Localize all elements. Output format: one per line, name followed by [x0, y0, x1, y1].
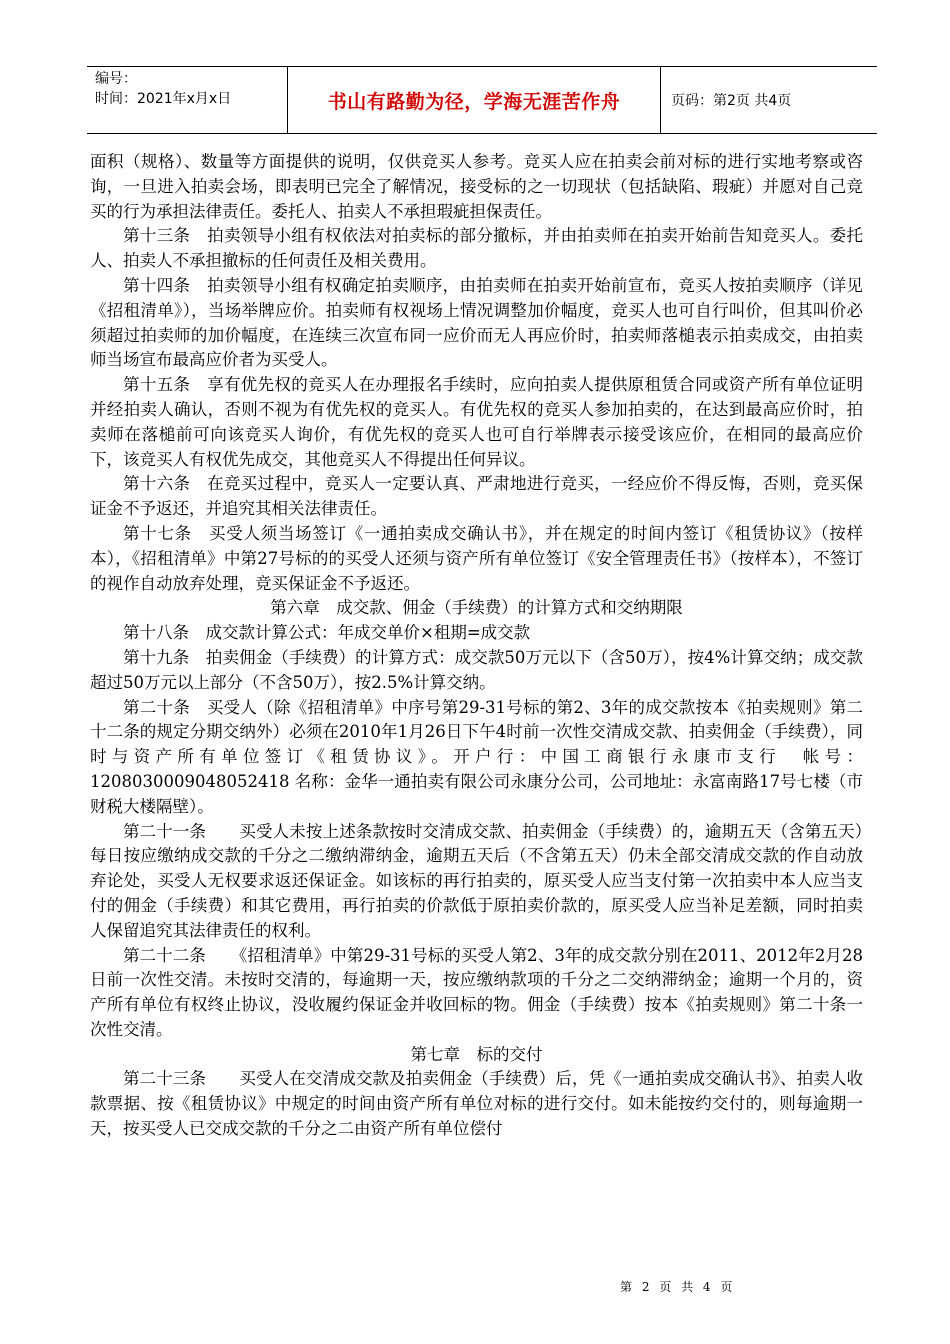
article-17: 第十七条 买受人须当场签订《一通拍卖成交确认书》，并在规定的时间内签订《租赁协议》（按样本），《招租清单》中第27号标的的买受人还须与资产所有单位签订《安全管理责任书》（按样本），不签订的视作自动放弃处理，竞买保证金不予返还。 — [90, 523, 863, 593]
article-18: 第十八条 成交款计算公式：年成交单价×租期=成交款 — [123, 623, 531, 643]
page-header — [87, 66, 877, 134]
motto-text: 书山有路勤为径，学海无涯苦作舟 — [327, 90, 621, 113]
article-23: 第二十三条 买受人在交清成交款及拍卖佣金（手续费）后，凭《一通拍卖成交确认书》、拍卖人收款票据、按《租赁协议》中规定的时间由资产所有单位对标的进行交付。如未能按约交付的，则每逾期一天，按买受人已交成交款的千分之二由资产所有单位偿付 — [90, 1069, 863, 1139]
article-22: 第二十二条 《招租清单》中第29-31号标的买受人第2、3年的成交款分别在2011、2012年2月28日前一次性交清。未按时交清的，每逾期一天，按应缴纳款项的千分之二交纳滞纳金；逾期一个月的，资产所有单位有权终止协议，没收履约保证金并收回标的物。佣金（手续费）按本《拍卖规则》第二十条一次性交清。 — [90, 945, 863, 1039]
page-footer: 第 2 页 共 4 页 — [620, 1280, 736, 1294]
number-label: 编号： — [95, 71, 137, 87]
document-body — [90, 150, 863, 1142]
chapter-7-heading: 第七章 标的交付 — [410, 1044, 543, 1064]
article-16: 第十六条 在竞买过程中，竞买人一定要认真、严肃地进行竞买，一经应价不得反悔，否则，竞买保证金不予返还，并追究其相关法律责任。 — [90, 474, 863, 519]
article-19: 第十九条 拍卖佣金（手续费）的计算方式：成交款50万元以下（含50万），按4%计算交纳；成交款超过50万元以上部分（不含50万），按2.5%计算交纳。 — [90, 647, 863, 692]
page-info: 页码：第2页 共4页 — [671, 93, 792, 109]
time-label: 时间：2021年x月x日 — [95, 91, 232, 107]
article-21: 第二十一条 买受人未按上述条款按时交清成交款、拍卖佣金（手续费）的，逾期五天（含第五天）每日按应缴纳成交款的千分之二缴纳滞纳金，逾期五天后（不含第五天）仍未全部交清成交款的作自动放弃论处，买受人无权要求返还保证金。如该标的再行拍卖的，原买受人应当支付第一次拍卖中本人应当支付的佣金（手续费）和其它费用，再行拍卖的价款低于原拍卖价款的，原买受人应当补足差额，同时拍卖人保留追究其法律责任的权利。 — [90, 821, 863, 940]
chapter-6-heading: 第六章 成交款、佣金（手续费）的计算方式和交纳期限 — [270, 598, 683, 618]
article-15: 第十五条 享有优先权的竞买人在办理报名手续时，应向拍卖人提供原租赁合同或资产所有单位证明并经拍卖人确认，否则不视为有优先权的竞买人。有优先权的竞买人参加拍卖的，在达到最高应价时，拍卖师在落槌前可向该竞买人询价，有优先权的竞买人也可自行举牌表示接受该应价，在相同的最高应价下，该竞买人有权优先成交，其他竞买人不得提出任何异议。 — [90, 375, 863, 469]
article-14: 第十四条 拍卖领导小组有权确定拍卖顺序，由拍卖师在拍卖开始前宣布，竞买人按拍卖顺序（详见《招租清单》），当场举牌应价。拍卖师有权视场上情况调整加价幅度，竞买人也可自行叫价，但其叫价必须超过拍卖师的加价幅度，在连续三次宣布同一应价而无人再应价时，拍卖师落槌表示拍卖成交，由拍卖师当场宣布最高应价者为买受人。 — [90, 275, 863, 370]
header-motto-cell — [288, 67, 661, 133]
article-20: 第二十条 买受人（除《招租清单》中序号第29-31号标的第2、3年的成交款按本《拍卖规则》第二十二条的规定分期交纳外）必须在2010年1月26日下午4时前一次性交清成交款、拍卖佣金（手续费），同时与资产所有单位签订《租赁协议》。开户行：中国工商银行永康市支行 帐号：1208030009048052418 名称：金华一通拍卖有限公司永康分公司，公司地址：永富南路17号七楼（市财税大楼隔壁）。 — [90, 697, 863, 816]
header-page-info-cell — [661, 67, 877, 133]
paragraph: 面积（规格）、数量等方面提供的说明，仅供竞买人参考。竞买人应在拍卖会前对标的进行实地考察或咨询，一旦进入拍卖会场，即表明已完全了解情况，接受标的之一切现状（包括缺陷、瑕疵）并愿对自己竞买的行为承担法律责任。委托人、拍卖人不承担瑕疵担保责任。 — [90, 152, 863, 221]
header-meta — [87, 67, 288, 133]
article-13: 第十三条 拍卖领导小组有权依法对拍卖标的部分撤标，并由拍卖师在拍卖开始前告知竞买人。委托人、拍卖人不承担撤标的任何责任及相关费用。 — [90, 226, 863, 271]
